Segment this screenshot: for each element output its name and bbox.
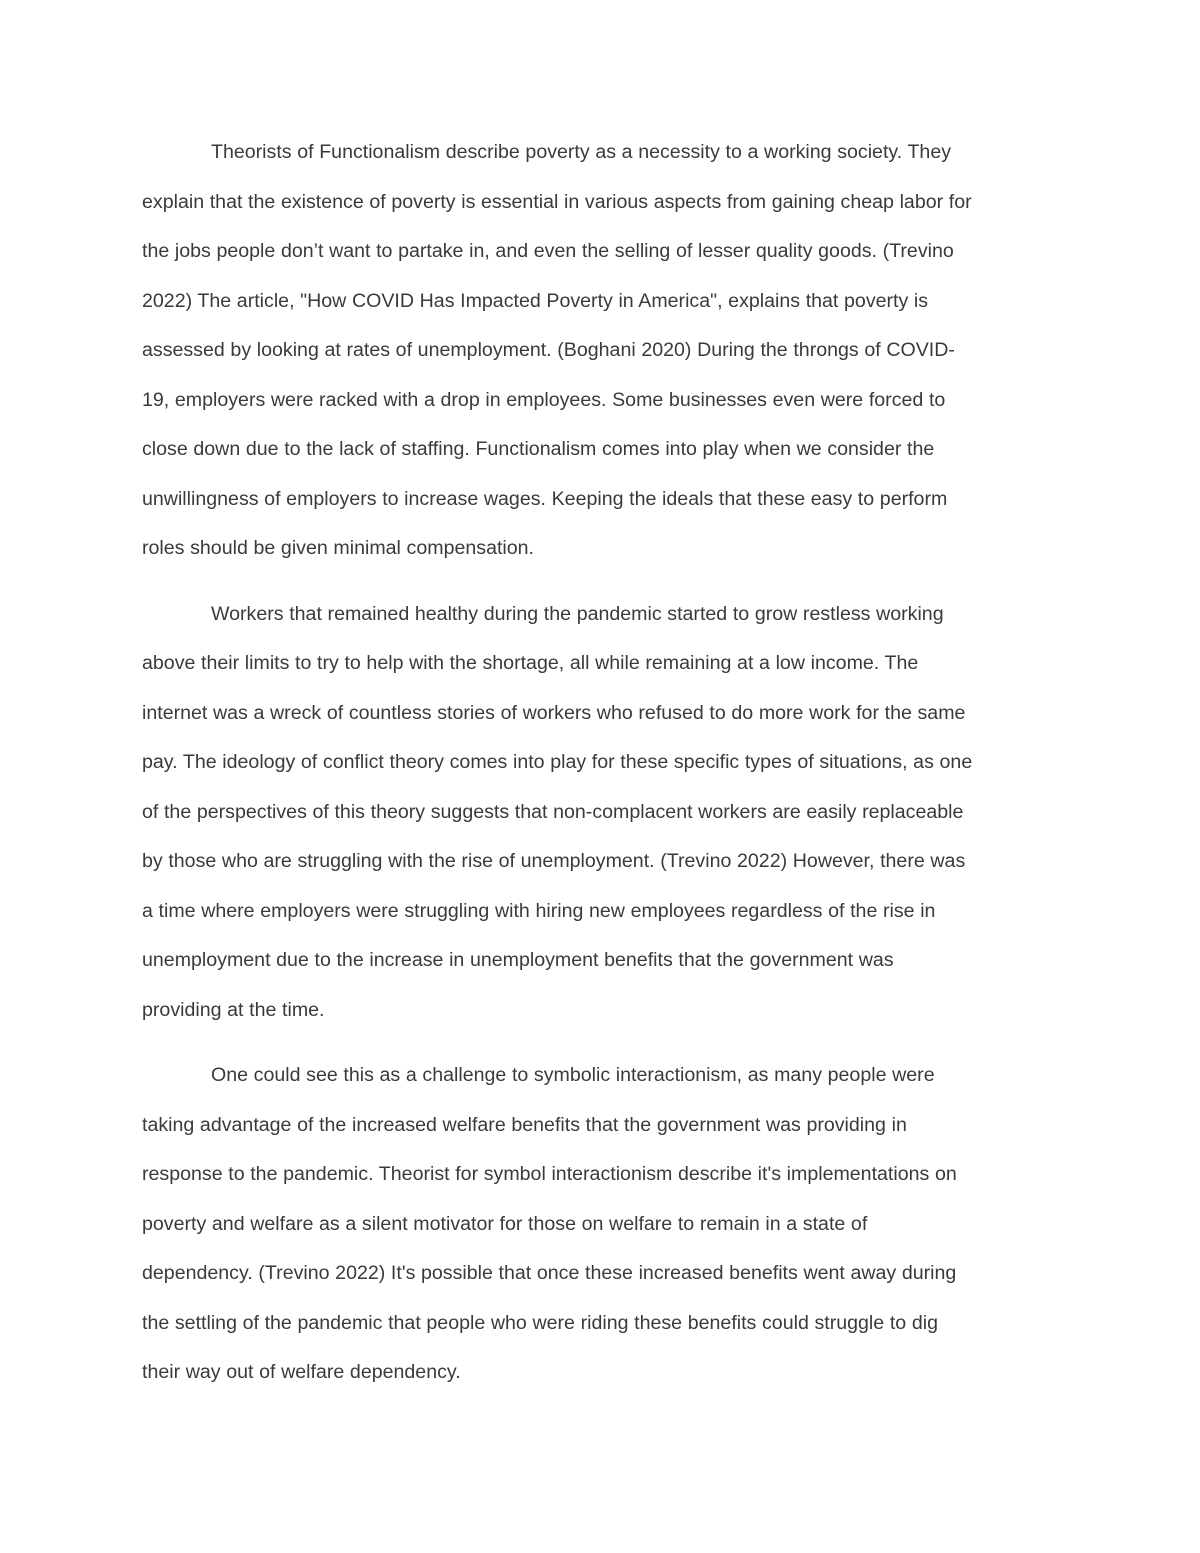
- text-line: internet was a wreck of countless stories of workers who refused to do more work for the same: [142, 701, 966, 724]
- text-line: unemployment due to the increase in unemployment benefits that the government was: [142, 949, 894, 971]
- text-line: 2022) The article, "How COVID Has Impacted Poverty in America", explains that poverty is: [142, 289, 929, 312]
- text-line: Theorists of Functionalism describe poverty as a necessity to a working society. They: [211, 141, 952, 163]
- text-line: response to the pandemic. Theorist for symbol interactionism describe it's implementations on: [142, 1163, 957, 1185]
- text-line: of the perspectives of this theory suggests that non-complacent workers are easily replaceable: [142, 800, 964, 823]
- text-line: providing at the time.: [142, 998, 325, 1021]
- text-line: the jobs people don’t want to partake in, and even the selling of lesser quality goods. (Trevino: [142, 240, 954, 262]
- paragraph-functionalism: [142, 128, 1058, 574]
- text-line: explain that the existence of poverty is essential in various aspects from gaining cheap labor for: [142, 190, 972, 213]
- text-line: assessed by looking at rates of unemployment. (Boghani 2020) During the throngs of COVID-: [142, 339, 955, 361]
- text-line: taking advantage of the increased welfare benefits that the government was providing in: [142, 1113, 907, 1136]
- text-line: roles should be given minimal compensation.: [142, 537, 534, 559]
- text-line: 19, employers were racked with a drop in employees. Some businesses even were forced to: [142, 388, 946, 411]
- text-line: unwillingness of employers to increase wages. Keeping the ideals that these easy to perform: [142, 487, 948, 510]
- text-line: poverty and welfare as a silent motivator for those on welfare to remain in a state of: [142, 1212, 868, 1235]
- text-line: Workers that remained healthy during the pandemic started to grow restless working: [211, 602, 944, 625]
- text-line: above their limits to try to help with the shortage, all while remaining at a low income. The: [142, 652, 919, 674]
- paragraph-symbolic-interactionism: [142, 1051, 1058, 1398]
- document-body: [142, 128, 1058, 1414]
- text-line: a time where employers were struggling with hiring new employees regardless of the rise in: [142, 899, 936, 922]
- text-line: dependency. (Trevino 2022) It's possible that once these increased benefits went away during: [142, 1262, 957, 1284]
- paragraph-conflict-theory: [142, 590, 1058, 1036]
- text-line: One could see this as a challenge to symbolic interactionism, as many people were: [211, 1064, 935, 1086]
- text-line: the settling of the pandemic that people who were riding these benefits could struggle to dig: [142, 1311, 938, 1334]
- text-line: their way out of welfare dependency.: [142, 1361, 461, 1383]
- text-line: close down due to the lack of staffing. Functionalism comes into play when we consider the: [142, 438, 935, 460]
- text-line: by those who are struggling with the rise of unemployment. (Trevino 2022) However, there was: [142, 850, 966, 872]
- text-line: pay. The ideology of conflict theory comes into play for these specific types of situations, as one: [142, 751, 973, 773]
